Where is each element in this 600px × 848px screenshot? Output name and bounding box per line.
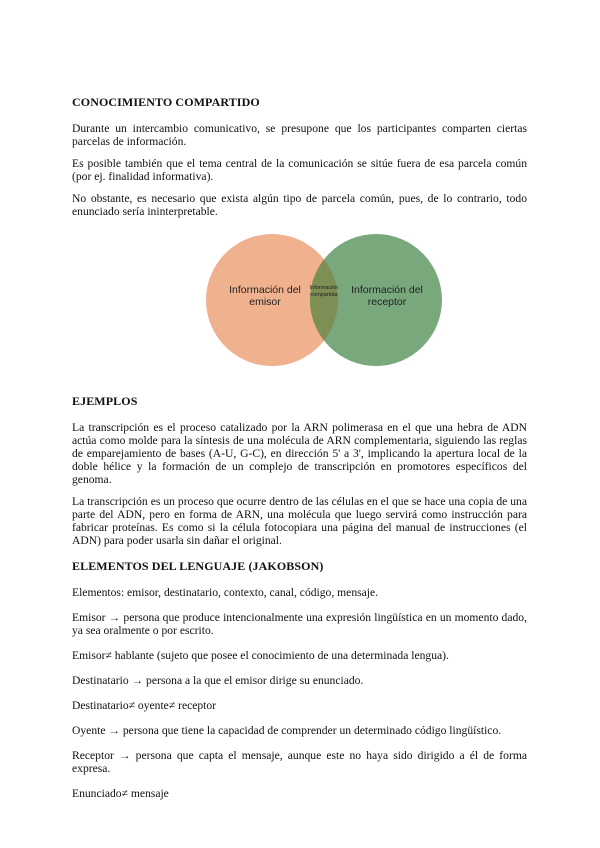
paragraph: Es posible también que el tema central de la comunicación se sitúe fuera de esa parcela común (por ej. finalidad informativa). bbox=[72, 157, 527, 183]
paragraph: Destinatario → persona a la que el emisor dirige su enunciado. bbox=[72, 674, 364, 687]
paragraph: Durante un intercambio comunicativo, se presupone que los participantes comparten ciertas parcelas de información. bbox=[72, 122, 527, 148]
paragraph: Oyente → persona que tiene la capacidad de comprender un determinado código lingüístico. bbox=[72, 724, 502, 737]
document-body bbox=[72, 95, 527, 809]
section-title-elementos: ELEMENTOS DEL LENGUAJE (JAKOBSON) bbox=[72, 559, 324, 573]
paragraph: Emisor → persona que produce intencionalmente una expresión lingüística en un momento dado, ya sea oralmente o por escrito. bbox=[72, 611, 527, 637]
emisor-label: Información del emisor bbox=[229, 284, 301, 308]
paragraph: Receptor → persona que capta el mensaje, aunque este no haya sido dirigido a él de forma expresa. bbox=[72, 749, 527, 775]
paragraph: Destinatario≠ oyente≠ receptor bbox=[72, 699, 217, 712]
paragraph: La transcripción es el proceso catalizado por la ARN polimerasa en el que una hebra de ADN actúa como molde para la síntesis de una molécula de ARN complementaria, siguiendo las reglas de emparejamiento de bases (A-U, G-C), en dirección 5' a 3', implicando la apertura local de la doble hélice y la formación de un complejo de transcripción en promotores específicos del genoma. bbox=[72, 421, 527, 486]
paragraph: Emisor≠ hablante (sujeto que posee el conocimiento de una determinada lengua). bbox=[72, 649, 449, 662]
paragraph: No obstante, es necesario que exista algún tipo de parcela común, pues, de lo contrario, todo enunciado sería ininterpretable. bbox=[72, 192, 527, 218]
shared-label: Información compartida bbox=[309, 285, 339, 298]
section-title-conocimiento: CONOCIMIENTO COMPARTIDO bbox=[72, 95, 260, 109]
section-title-ejemplos: EJEMPLOS bbox=[72, 394, 138, 408]
paragraph: La transcripción es un proceso que ocurre dentro de las células en el que se hace una copia de una parte del ADN, pero en forma de ARN, una molécula que luego servirá como instrucción para fabricar proteínas. Es como si la célula fotocopiara una página del manual de instrucciones (el ADN) para poder usarla sin dañar el original. bbox=[72, 495, 527, 547]
venn-diagram bbox=[72, 228, 527, 378]
paragraph: Elementos: emisor, destinatario, contexto, canal, código, mensaje. bbox=[72, 586, 379, 599]
paragraph: Enunciado≠ mensaje bbox=[72, 787, 169, 800]
receptor-label: Información del receptor bbox=[351, 284, 423, 308]
